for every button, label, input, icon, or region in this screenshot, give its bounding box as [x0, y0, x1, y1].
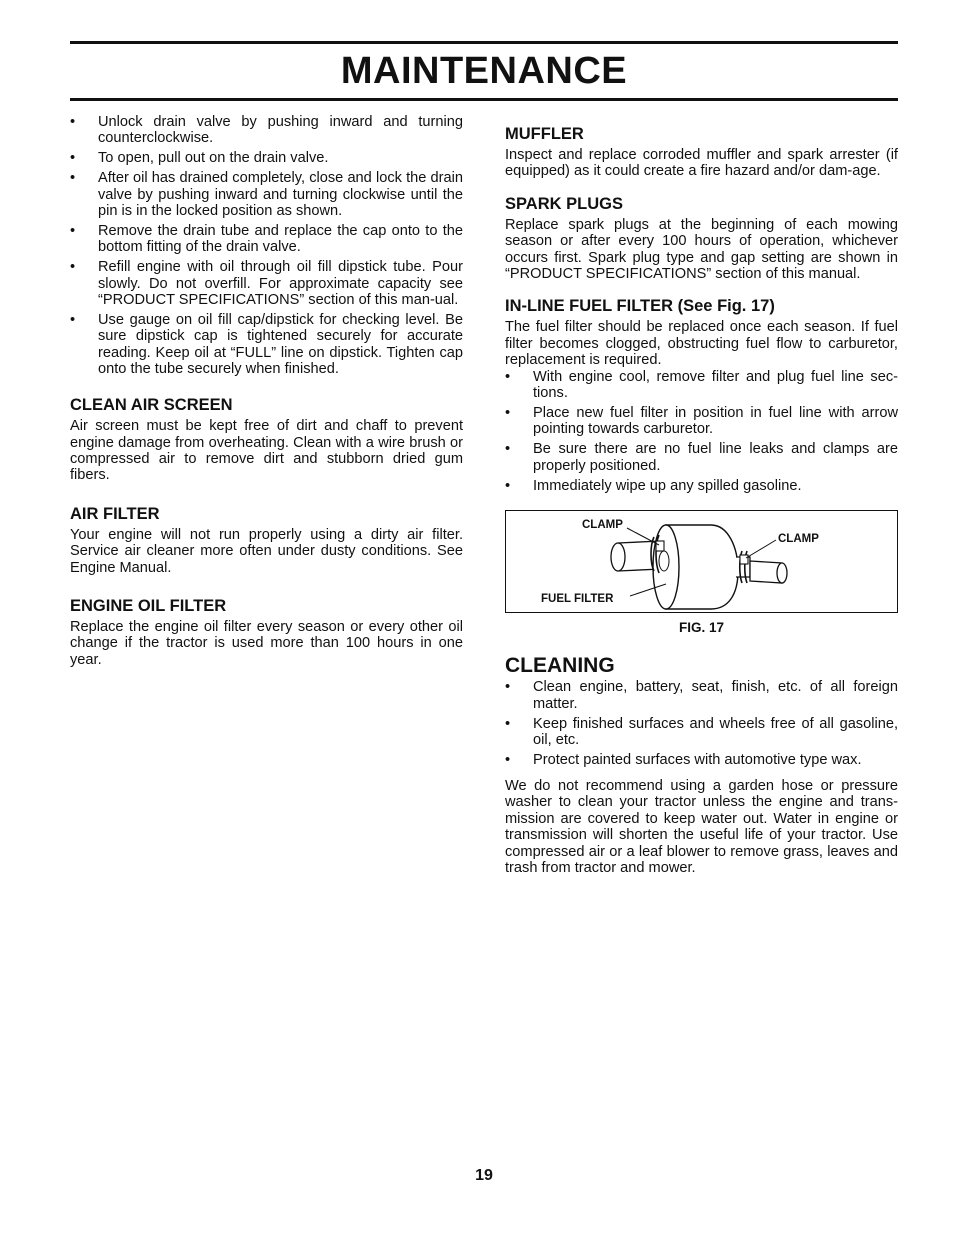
fuel-filter-figure	[505, 510, 898, 613]
header-rule-top	[70, 41, 898, 44]
clamp-label-right: CLAMP	[778, 533, 819, 545]
spark-plugs-text: Replace spark plugs at the beginning of each mowing season or after every 100 hours of operation, whichever occurs first. Spark plug type and gap setting are shown in “PRODUCT SPECIFICATIONS” section of this manual.	[505, 216, 898, 283]
fuel-filter-steps-list	[505, 369, 898, 494]
left-column	[70, 114, 463, 668]
clamp-label-left: CLAMP	[582, 519, 623, 531]
clean-air-screen-text: Air screen must be kept free of dirt and chaff to prevent engine damage from overheating. Clean with a wire brush or compressed air to remove dirt and stubborn dried gum fibers.	[70, 418, 463, 484]
list-item: • After oil has drained completely, close and lock the drain valve by pushing inward and turning clockwise until the pin is in the locked position as shown.	[70, 170, 463, 219]
list-item: • Immediately wipe up any spilled gasoline.	[505, 478, 898, 494]
clean-air-screen-heading: CLEAN AIR SCREEN	[70, 396, 233, 415]
header-rule-bottom	[70, 98, 898, 101]
cleaning-heading: CLEANING	[505, 654, 615, 678]
fuel-filter-text: The fuel filter should be replaced once each season. If fuel filter becomes clogged, obstructing fuel flow to carburetor, replacement is required.	[505, 319, 898, 369]
page-title: MAINTENANCE	[340, 50, 628, 92]
list-item: • With engine cool, remove filter and plug fuel line sec-tions.	[505, 369, 898, 402]
cleaning-text: We do not recommend using a garden hose or pressure washer to clean your tractor unless the engine and trans-mission are covered to keep water out. Water in engine or transmission will shorten the useful life of your tractor. Use compressed air or a leaf blower to remove grass, leaves and trash from tractor and mower.	[505, 777, 898, 876]
fuel-filter-heading: IN-LINE FUEL FILTER (See Fig. 17)	[505, 297, 775, 316]
figure-caption: FIG. 17	[678, 620, 724, 635]
air-filter-heading: AIR FILTER	[70, 504, 160, 523]
engine-oil-filter-text: Replace the engine oil filter every season or every other oil change if the tractor is used more than 100 hours in one year.	[70, 618, 463, 668]
oil-change-steps-list	[70, 114, 463, 378]
page-number: 19	[475, 1167, 493, 1184]
list-item: • Use gauge on oil fill cap/dipstick for checking level. Be sure dipstick cap is tightened securely for accurate reading. Keep oil at “FULL” line on dipstick. Tighten cap onto the tube securely when finished.	[70, 312, 463, 378]
list-item: • Keep finished surfaces and wheels free of all gasoline, oil, etc.	[505, 716, 898, 749]
fuel-filter-label: FUEL FILTER	[541, 593, 614, 605]
list-item: • Refill engine with oil through oil fill dipstick tube. Pour slowly. Do not overfill. For approximate capacity see “PRODUCT SPECIFICATIONS” section of this man-ual.	[70, 259, 463, 308]
list-item: • Remove the drain tube and replace the cap onto to the bottom fitting of the drain valve.	[70, 223, 463, 256]
list-item: • Unlock drain valve by pushing inward and turning counterclockwise.	[70, 114, 463, 147]
right-column	[505, 114, 898, 876]
muffler-heading: MUFFLER	[505, 125, 584, 143]
engine-oil-filter-heading: ENGINE OIL FILTER	[70, 596, 227, 615]
list-item: • To open, pull out on the drain valve.	[70, 150, 463, 166]
cleaning-steps-list	[505, 679, 898, 768]
spark-plugs-heading: SPARK PLUGS	[505, 194, 623, 213]
air-filter-text: Your engine will not run properly using a dirty air filter. Service air cleaner more often under dusty conditions. See Engine Manual.	[70, 526, 463, 576]
list-item: • Protect painted surfaces with automotive type wax.	[505, 752, 898, 768]
list-item: • Be sure there are no fuel line leaks and clamps are properly positioned.	[505, 441, 898, 474]
list-item: • Clean engine, battery, seat, finish, etc. of all foreign matter.	[505, 679, 898, 712]
list-item: • Place new fuel filter in position in fuel line with arrow pointing towards carburetor.	[505, 405, 898, 438]
muffler-text: Inspect and replace corroded muffler and spark arrester (if equipped) as it could create a fire hazard and/or dam-age.	[505, 147, 898, 180]
